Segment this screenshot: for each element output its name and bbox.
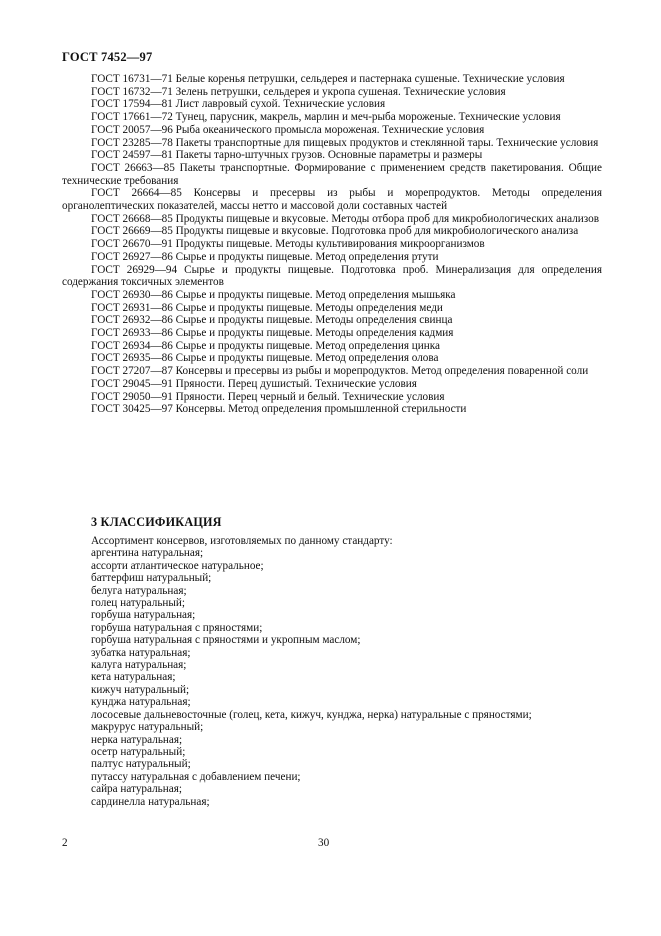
- reference-item: ГОСТ 26668—85 Продукты пищевые и вкусовые. Методы отбора проб для микробиологических анализов: [91, 212, 600, 225]
- reference-item: ГОСТ 26931—86 Сырье и продукты пищевые. Методы определения меди: [91, 301, 443, 314]
- reference-item: ГОСТ 26670—91 Продукты пищевые. Методы культивирования микроорганизмов: [91, 238, 485, 251]
- reference-item: ГОСТ 26664—85 Консервы и пресервы из рыбы и морепродуктов. Методы определения органолептических показателей, массы нетто и массовой доли составных частей: [62, 187, 602, 213]
- assortment-item: кунджа натуральная;: [91, 696, 191, 709]
- section-intro: Ассортимент консервов, изготовляемых по данному стандарту:: [91, 535, 393, 547]
- assortment-item: ассорти атлантическое натуральное;: [91, 559, 264, 572]
- reference-item: ГОСТ 27207—87 Консервы и пресервы из рыбы и морепродуктов. Метод определения поваренной соли: [91, 365, 589, 378]
- assortment-item: осетр натуральный;: [91, 745, 186, 758]
- assortment-item: кижуч натуральный;: [91, 683, 190, 696]
- assortment-item: сардинелла натуральная;: [91, 795, 210, 808]
- reference-item: ГОСТ 26935—86 Сырье и продукты пищевые. Метод определения олова: [91, 352, 439, 365]
- reference-item: ГОСТ 26934—86 Сырье и продукты пищевые. Метод определения цинка: [91, 339, 440, 352]
- reference-item: ГОСТ 26930—86 Сырье и продукты пищевые. Метод определения мышьяка: [91, 288, 456, 301]
- reference-item: ГОСТ 26932—86 Сырье и продукты пищевые. Методы определения свинца: [91, 314, 453, 327]
- reference-item: ГОСТ 20057—96 Рыба океанического промысла мороженая. Технические условия: [91, 123, 485, 136]
- reference-item: ГОСТ 26929—94 Сырье и продукты пищевые. Подготовка проб. Минерализация для определения содержания токсичных элементов: [62, 263, 602, 289]
- reference-item: ГОСТ 23285—78 Пакеты транспортные для пищевых продуктов и стеклянной тары. Технические условия: [91, 136, 599, 149]
- assortment-item: баттерфиш натуральный;: [91, 572, 212, 585]
- assortment-item: голец натуральный;: [91, 597, 186, 610]
- assortment-item: палтус натуральный;: [91, 758, 191, 771]
- reference-item: ГОСТ 26663—85 Пакеты транспортные. Формирование с применением средств пакетирования. Общие технические требования: [62, 161, 602, 187]
- assortment-item: аргентина натуральная;: [91, 547, 204, 560]
- section-title: 3 КЛАССИФИКАЦИЯ: [91, 515, 222, 529]
- classification-section: [91, 535, 611, 808]
- assortment-item: кета натуральная;: [91, 671, 176, 684]
- page-number-local: 2: [62, 837, 68, 849]
- assortment-item: сайра натуральная;: [91, 783, 182, 796]
- assortment-item: горбуша натуральная;: [91, 609, 196, 622]
- reference-item: ГОСТ 16732—71 Зелень петрушки, сельдерея и укропа сушеная. Технические условия: [91, 85, 506, 98]
- assortment-item: калуга натуральная;: [91, 659, 187, 672]
- reference-item: ГОСТ 29050—91 Пряности. Перец черный и белый. Технические условия: [91, 390, 445, 403]
- reference-item: ГОСТ 26927—86 Сырье и продукты пищевые. Метод определения ртути: [91, 250, 439, 263]
- reference-item: ГОСТ 17661—72 Тунец, парусник, макрель, марлин и меч-рыба мороженые. Технические условия: [91, 111, 561, 124]
- normative-references-list: [62, 73, 602, 416]
- reference-item: ГОСТ 24597—81 Пакеты тарно-штучных грузов. Основные параметры и размеры: [91, 149, 483, 162]
- assortment-item: зубатка натуральная;: [91, 646, 191, 659]
- page-number-global: 30: [318, 837, 330, 849]
- reference-item: ГОСТ 26933—86 Сырье и продукты пищевые. Методы определения кадмия: [91, 327, 454, 340]
- reference-item: ГОСТ 26669—85 Продукты пищевые и вкусовые. Подготовка проб для микробиологического анализа: [91, 225, 579, 238]
- assortment-item: горбуша натуральная с пряностями;: [91, 621, 263, 634]
- assortment-list: [91, 547, 611, 808]
- assortment-item: белуга натуральная;: [91, 584, 187, 597]
- assortment-item: горбуша натуральная с пряностями и укропным маслом;: [91, 634, 361, 647]
- assortment-item: нерка натуральная;: [91, 733, 183, 746]
- assortment-item: макрурус натуральный;: [91, 721, 204, 734]
- reference-item: ГОСТ 30425—97 Консервы. Метод определения промышленной стерильности: [91, 403, 467, 416]
- page-header-title: ГОСТ 7452—97: [62, 50, 153, 64]
- assortment-item: путассу натуральная с добавлением печени;: [91, 770, 301, 783]
- reference-item: ГОСТ 29045—91 Пряности. Перец душистый. Технические условия: [91, 377, 417, 390]
- reference-item: ГОСТ 17594—81 Лист лавровый сухой. Технические условия: [91, 98, 386, 111]
- assortment-item: лососевые дальневосточные (голец, кета, кижуч, кунджа, нерка) натуральные с пряностями;: [91, 708, 532, 721]
- reference-item: ГОСТ 16731—71 Белые коренья петрушки, сельдерея и пастернака сушеные. Технические условия: [91, 73, 565, 85]
